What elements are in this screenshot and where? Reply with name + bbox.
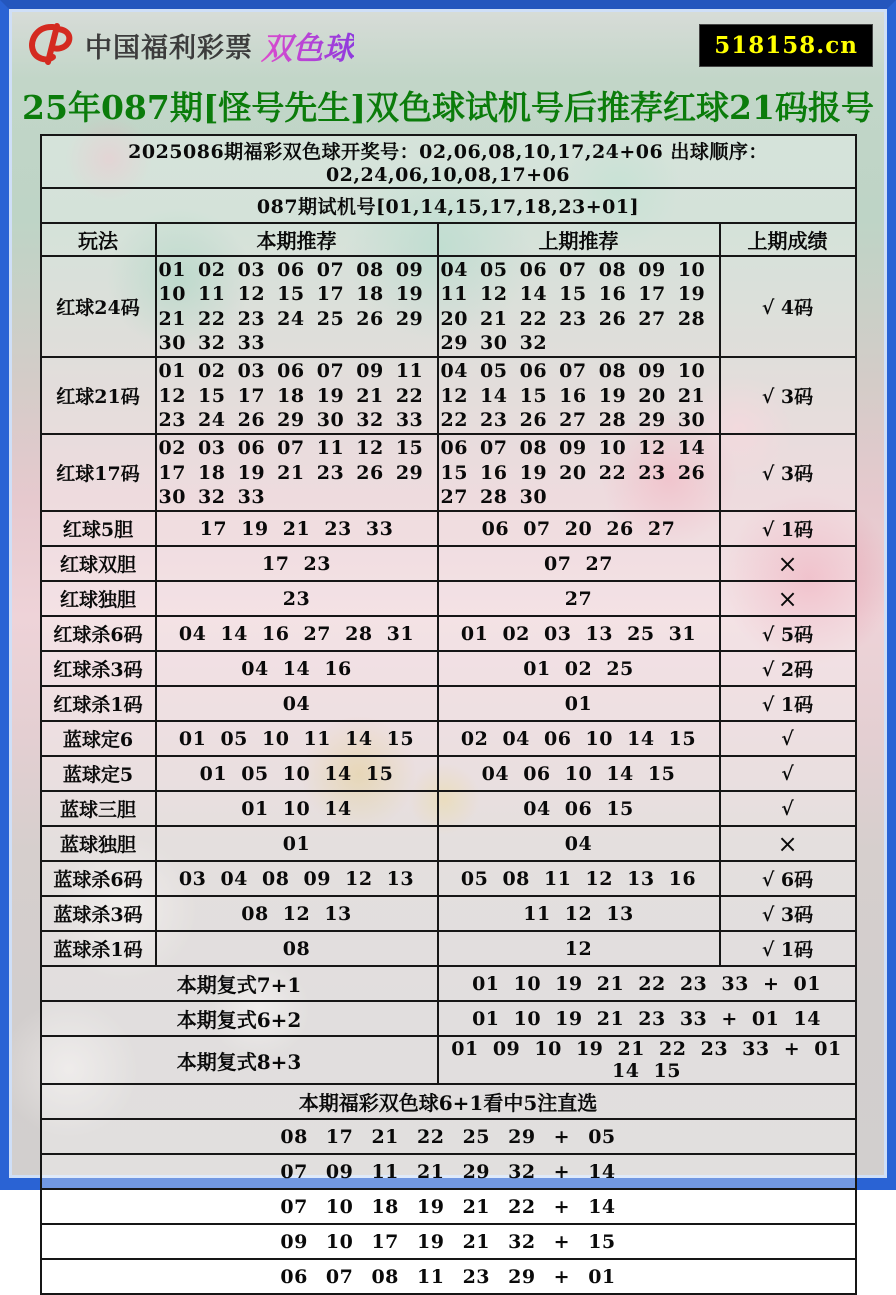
fushi-row [41, 1036, 856, 1084]
zhixuan-row [41, 1189, 856, 1224]
play-row [41, 511, 856, 546]
header-row [41, 223, 856, 256]
current-cell: 01 05 10 11 14 15 [156, 721, 438, 756]
play-cell: 蓝球定5 [41, 756, 156, 791]
header-bar [9, 9, 887, 81]
zhixuan-row [41, 1224, 856, 1259]
current-cell: 03 04 08 09 12 13 [156, 861, 438, 896]
previous-cell: 04 06 10 14 15 [438, 756, 720, 791]
fushi-row [41, 966, 856, 1001]
zhixuan-row [41, 1154, 856, 1189]
col-header-2: 上期推荐 [438, 223, 720, 256]
result-cell: √ 1码 [720, 931, 856, 966]
result-cell: √ 1码 [720, 686, 856, 721]
fushi-row [41, 1001, 856, 1036]
result-cell: √ 3码 [720, 434, 856, 511]
zhixuan-row-cell: 07 09 11 21 29 32 + 14 [41, 1154, 856, 1189]
fushi-value-cell: 01 10 19 21 22 23 33 + 01 [438, 966, 856, 1001]
play-cell: 红球杀1码 [41, 686, 156, 721]
previous-cell: 01 02 03 13 25 31 [438, 616, 720, 651]
current-cell: 01 05 10 14 15 [156, 756, 438, 791]
result-cell: √ 2码 [720, 651, 856, 686]
fushi-label-cell: 本期复式6+2 [41, 1001, 438, 1036]
current-cell: 01 02 03 06 07 09 11 12 15 17 18 19 21 22 23 24 26 29 30 32 33 [156, 357, 438, 434]
play-row [41, 581, 856, 616]
zhixuan-row-cell: 07 10 18 19 21 22 + 14 [41, 1189, 856, 1224]
fushi-label-cell: 本期复式8+3 [41, 1036, 438, 1084]
result-cell: √ [720, 756, 856, 791]
play-row [41, 931, 856, 966]
info-row-test: 087期试机号[01,14,15,17,18,23+01] [41, 188, 856, 223]
play-cell: 蓝球三胆 [41, 791, 156, 826]
play-row [41, 357, 856, 434]
previous-cell: 01 02 25 [438, 651, 720, 686]
result-cell: √ 4码 [720, 256, 856, 357]
col-header-3: 上期成绩 [720, 223, 856, 256]
play-cell: 红球独胆 [41, 581, 156, 616]
previous-cell: 07 27 [438, 546, 720, 581]
brand-name: 中国福利彩票 [85, 32, 253, 64]
play-cell: 蓝球杀1码 [41, 931, 156, 966]
previous-cell: 01 [438, 686, 720, 721]
previous-cell: 04 05 06 07 08 09 10 12 14 15 16 19 20 21 22 23 26 27 28 29 30 [438, 357, 720, 434]
current-cell: 01 10 14 [156, 791, 438, 826]
zhixuan-header-cell: 本期福彩双色球6+1看中5注直选 [41, 1084, 856, 1119]
previous-cell: 27 [438, 581, 720, 616]
result-cell: √ 5码 [720, 616, 856, 651]
play-cell: 红球杀3码 [41, 651, 156, 686]
play-cell: 蓝球独胆 [41, 826, 156, 861]
result-cell: √ 6码 [720, 861, 856, 896]
current-cell: 04 14 16 [156, 651, 438, 686]
play-cell: 蓝球杀3码 [41, 896, 156, 931]
previous-cell: 12 [438, 931, 720, 966]
brand-product: 双色球 [261, 23, 354, 68]
play-row [41, 756, 856, 791]
zhixuan-header-row [41, 1084, 856, 1119]
zhixuan-row [41, 1119, 856, 1154]
previous-cell: 04 06 15 [438, 791, 720, 826]
col-header-1: 本期推荐 [156, 223, 438, 256]
current-cell: 08 12 13 [156, 896, 438, 931]
zhixuan-row-cell: 08 17 21 22 25 29 + 05 [41, 1119, 856, 1154]
play-cell: 红球5胆 [41, 511, 156, 546]
previous-cell: 06 07 20 26 27 [438, 511, 720, 546]
current-cell: 04 [156, 686, 438, 721]
previous-cell: 02 04 06 10 14 15 [438, 721, 720, 756]
lottery-table [40, 134, 857, 1295]
play-row [41, 546, 856, 581]
fushi-label-cell: 本期复式7+1 [41, 966, 438, 1001]
previous-cell: 04 [438, 826, 720, 861]
previous-cell: 05 08 11 12 13 16 [438, 861, 720, 896]
result-cell: √ 1码 [720, 511, 856, 546]
play-row [41, 791, 856, 826]
play-row [41, 651, 856, 686]
play-cell: 蓝球杀6码 [41, 861, 156, 896]
current-cell: 17 19 21 23 33 [156, 511, 438, 546]
current-cell: 04 14 16 27 28 31 [156, 616, 438, 651]
zhixuan-row-cell: 06 07 08 11 23 29 + 01 [41, 1259, 856, 1294]
play-cell: 蓝球定6 [41, 721, 156, 756]
play-cell: 红球21码 [41, 357, 156, 434]
current-cell: 17 23 [156, 546, 438, 581]
result-cell: √ [720, 721, 856, 756]
result-cell: × [720, 546, 856, 581]
cwl-lottery-logo-icon [23, 16, 77, 74]
zhixuan-row [41, 1259, 856, 1294]
current-cell: 02 03 06 07 11 12 15 17 18 19 21 23 26 29 30 32 33 [156, 434, 438, 511]
play-row [41, 861, 856, 896]
play-cell: 红球24码 [41, 256, 156, 357]
zhixuan-row-cell: 09 10 17 19 21 32 + 15 [41, 1224, 856, 1259]
brand [23, 16, 354, 74]
site-badge[interactable]: 518158.cn [699, 24, 873, 67]
current-cell: 08 [156, 931, 438, 966]
page-title: 25年087期[怪号先生]双色球试机号后推荐红球21码报号 [22, 88, 874, 127]
play-row [41, 616, 856, 651]
result-cell: √ 3码 [720, 896, 856, 931]
play-row [41, 256, 856, 357]
col-header-0: 玩法 [41, 223, 156, 256]
play-row [41, 434, 856, 511]
play-cell: 红球杀6码 [41, 616, 156, 651]
fushi-value-cell: 01 09 10 19 21 22 23 33 + 01 14 15 [438, 1036, 856, 1084]
play-row [41, 721, 856, 756]
play-cell: 红球17码 [41, 434, 156, 511]
play-row [41, 896, 856, 931]
play-row [41, 826, 856, 861]
result-cell: √ [720, 791, 856, 826]
current-cell: 23 [156, 581, 438, 616]
previous-cell: 11 12 13 [438, 896, 720, 931]
current-cell: 01 02 03 06 07 08 09 10 11 12 15 17 18 19 21 22 23 24 25 26 29 30 32 33 [156, 256, 438, 357]
info-row [41, 188, 856, 223]
play-row [41, 686, 856, 721]
result-cell: × [720, 826, 856, 861]
play-cell: 红球双胆 [41, 546, 156, 581]
info-row [41, 135, 856, 188]
result-cell: × [720, 581, 856, 616]
result-cell: √ 3码 [720, 357, 856, 434]
info-row-draw: 2025086期福彩双色球开奖号：02,06,08,10,17,24+06 出球顺序：02,24,06,10,08,17+06 [41, 135, 856, 188]
previous-cell: 06 07 08 09 10 12 14 15 16 19 20 22 23 26 27 28 30 [438, 434, 720, 511]
previous-cell: 04 05 06 07 08 09 10 11 12 14 15 16 17 19 20 21 22 23 26 27 28 29 30 32 [438, 256, 720, 357]
current-cell: 01 [156, 826, 438, 861]
fushi-value-cell: 01 10 19 21 23 33 + 01 14 [438, 1001, 856, 1036]
